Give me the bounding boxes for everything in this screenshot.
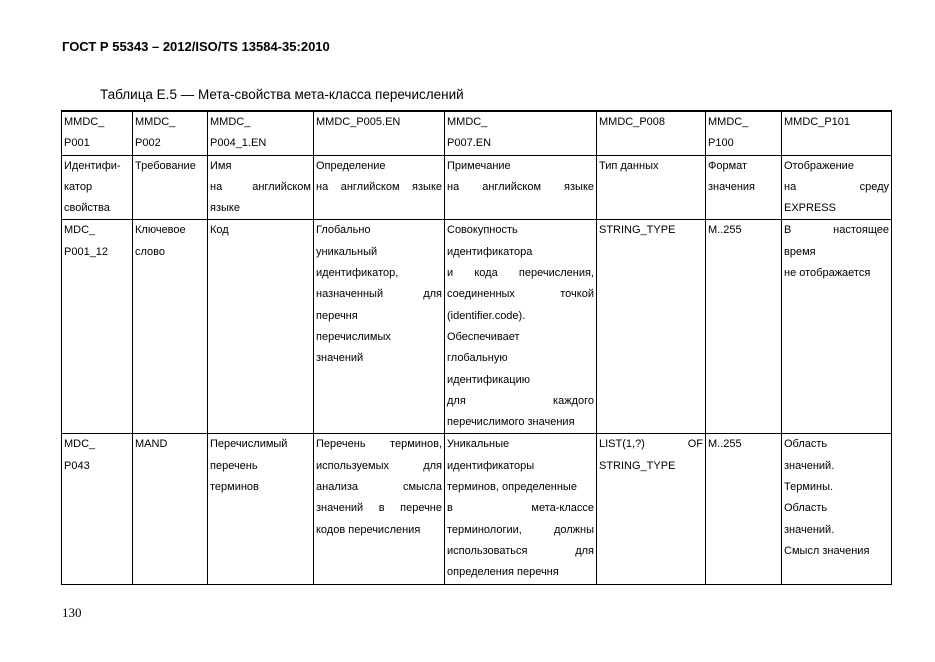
cell-line: на английском языке (447, 180, 594, 193)
cell-line: использоваться для (447, 544, 594, 557)
document-header: ГОСТ Р 55343 – 2012/ISO/TS 13584-35:2010 (62, 39, 330, 54)
cell-line: глобальную (447, 352, 508, 365)
code-cell (208, 111, 314, 155)
cell-line: LIST(1,?) OF (599, 438, 703, 451)
table-cell (62, 220, 133, 434)
header-cell (133, 155, 208, 220)
cell-line: перечень (210, 459, 258, 472)
table-cell (445, 434, 597, 584)
cell-line: анализа смысла (316, 481, 442, 494)
table-cell (62, 434, 133, 584)
cell-line: Область (784, 438, 828, 451)
cell-line: Область (784, 502, 828, 515)
cell-line: P001 (64, 137, 90, 150)
cell-line: Требование (135, 159, 196, 172)
cell-line: Перечислимый (210, 438, 288, 451)
cell-line: M..255 (708, 438, 742, 451)
cell-line: на среду (784, 180, 889, 193)
cell-line: значений. (784, 459, 835, 472)
cell-line: MAND (135, 438, 168, 451)
cell-line: P043 (64, 459, 90, 472)
cell-line: Имя (210, 159, 232, 172)
code-cell (62, 111, 133, 155)
table-cell (597, 220, 706, 434)
page-number: 130 (62, 605, 82, 620)
cell-line: Совокупность (447, 224, 518, 237)
table-cell (706, 220, 782, 434)
cell-line: STRING_TYPE (599, 459, 676, 472)
cell-line: Глобально (316, 224, 371, 237)
cell-line: Ключевое (135, 224, 186, 237)
table-row (62, 434, 892, 584)
cell-line: P001_12 (64, 245, 109, 258)
cell-line: терминологии, должны (447, 523, 594, 536)
code-cell (314, 111, 445, 155)
table-cell (208, 220, 314, 434)
cell-line: значений. (784, 523, 835, 536)
header-cell (782, 155, 892, 220)
cell-line: перечислимых (316, 330, 391, 343)
cell-line: перечислимого значения (447, 416, 575, 429)
code-row (62, 111, 892, 155)
meta-properties-table (61, 110, 892, 585)
cell-line: EXPRESS (784, 202, 836, 215)
header-cell (706, 155, 782, 220)
cell-line: MDC_ (64, 438, 96, 451)
cell-line: Термины. (784, 481, 834, 494)
cell-line: Код (210, 224, 229, 237)
cell-line: MMDC_ (64, 116, 105, 128)
code-cell (133, 111, 208, 155)
cell-line: Примечание (447, 159, 511, 172)
cell-line: языке (210, 202, 240, 215)
cell-line: время (784, 245, 816, 258)
cell-line: Определение (316, 159, 386, 172)
cell-line: используемых для (316, 459, 442, 472)
table-cell (782, 434, 892, 584)
cell-line: слово (135, 245, 165, 258)
cell-line: Тип данных (599, 159, 659, 172)
cell-line: катор (64, 180, 93, 193)
cell-line: Отображение (784, 159, 854, 172)
cell-line: на английском (210, 180, 311, 193)
cell-line: терминов, определенные (447, 481, 577, 494)
header-row (62, 155, 892, 220)
cell-line: Уникальные (447, 438, 510, 451)
cell-line: не отображается (784, 267, 871, 280)
cell-line: определения перечня (447, 566, 559, 579)
cell-line: P007.EN (447, 137, 492, 150)
cell-line: для каждого (447, 394, 594, 407)
cell-line: идентификатора (447, 245, 533, 258)
cell-line: P100 (708, 137, 734, 150)
header-cell (208, 155, 314, 220)
header-cell (62, 155, 133, 220)
cell-line: MMDC_ (447, 116, 488, 128)
cell-line: В настоящее (784, 224, 889, 237)
cell-line: MMDC_P008 (599, 116, 666, 128)
cell-line: на английском языке (316, 180, 442, 193)
cell-line: назначенный для (316, 288, 442, 301)
cell-line: (identifier.code). (447, 309, 526, 322)
table-cell (314, 434, 445, 584)
cell-line: MMDC_ (210, 116, 251, 128)
cell-line: значений в перечне (316, 502, 442, 515)
cell-line: терминов (210, 481, 259, 494)
cell-line: Перечень терминов, (316, 438, 442, 451)
cell-line: Формат (708, 159, 748, 172)
cell-line: P002 (135, 137, 161, 150)
cell-line: перечня (316, 309, 358, 322)
code-cell (706, 111, 782, 155)
cell-line: MDC_ (64, 224, 96, 237)
cell-line: MMDC_P101 (784, 116, 851, 128)
cell-line: Обеспечивает (447, 330, 520, 343)
cell-line: MMDC_ (708, 116, 749, 128)
table-cell (314, 220, 445, 434)
code-cell (445, 111, 597, 155)
cell-line: Идентифи- (64, 159, 121, 172)
table-cell (133, 434, 208, 584)
cell-line: в мета-классе (447, 502, 594, 515)
table-cell (133, 220, 208, 434)
table-caption: Таблица Е.5 — Мета-свойства мета-класса перечислений (100, 87, 464, 102)
cell-line: M..255 (708, 224, 742, 237)
cell-line: значений (316, 352, 364, 365)
cell-line: MMDC_ (135, 116, 176, 128)
cell-line: и кода перечисления, (447, 267, 594, 280)
cell-line: кодов перечисления (316, 523, 421, 536)
header-cell (445, 155, 597, 220)
cell-line: уникальный (316, 245, 378, 258)
cell-line: STRING_TYPE (599, 224, 676, 237)
cell-line: значения (708, 180, 756, 193)
table-cell (208, 434, 314, 584)
header-cell (314, 155, 445, 220)
table-row (62, 220, 892, 434)
cell-line: соединенных точкой (447, 288, 594, 301)
cell-line: MMDC_P005.EN (316, 116, 401, 128)
cell-line: Смысл значения (784, 544, 870, 557)
table-cell (706, 434, 782, 584)
cell-line: P004_1.EN (210, 137, 267, 150)
cell-line: идентификацию (447, 373, 530, 386)
header-cell (597, 155, 706, 220)
code-cell (782, 111, 892, 155)
code-cell (597, 111, 706, 155)
cell-line: идентификатор, (316, 267, 399, 280)
table-cell (597, 434, 706, 584)
table-cell (445, 220, 597, 434)
cell-line: свойства (64, 202, 110, 215)
table-cell (782, 220, 892, 434)
cell-line: идентификаторы (447, 459, 535, 472)
